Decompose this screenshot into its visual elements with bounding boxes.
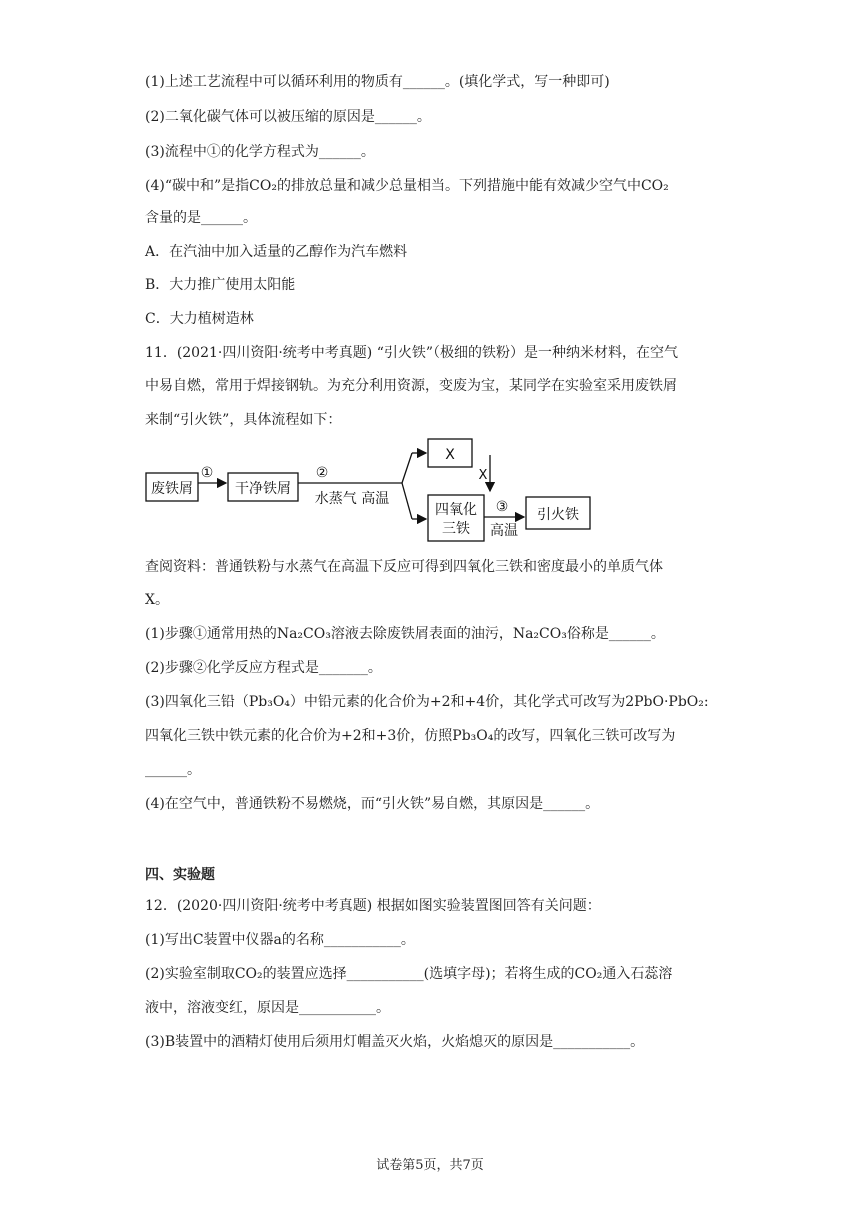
box-fe3o4-line2: 三铁 [442, 521, 470, 537]
box-x-label: X [445, 447, 455, 463]
box-product-label: 引火铁 [537, 507, 579, 523]
section-heading-experiment: 四、实验题 [145, 867, 215, 883]
branch-down-line [402, 483, 412, 519]
box-fe3o4-line1: 四氧化 [435, 502, 477, 518]
branch-up-line [402, 453, 412, 483]
q11-info-line1: 查阅资料：普通铁粉与水蒸气在高温下反应可得到四氧化三铁和密度最小的单质气体 [145, 559, 663, 575]
box-clean-iron-label: 干净铁屑 [235, 481, 291, 497]
step2-condition: 水蒸气 高温 [314, 491, 390, 507]
box-waste-iron-label: 废铁屑 [151, 481, 193, 497]
q11-info-line2: X。 [145, 592, 169, 608]
arrow-x-label: X [478, 468, 488, 483]
q11-part2: (2)步骤②化学反应方程式是_______。 [145, 660, 382, 676]
step3-condition: 高温 [490, 523, 518, 539]
q11-part3-line1: (3)四氧化三铅（Pb₃O₄）中铅元素的化合价为+2和+4价，其化学式可改写为2PbO·PbO₂: [145, 694, 709, 710]
q11-part1: (1)步骤①通常用热的Na₂CO₃溶液去除废铁屑表面的油污，Na₂CO₃俗称是______。 [145, 626, 665, 642]
q10-part2: (2)二氧化碳气体可以被压缩的原因是______。 [145, 109, 431, 125]
q11-heading-line2: 中易自燃，常用于焊接钢轨。为充分利用资源，变废为宝，某同学在实验室采用废铁屑 [145, 378, 677, 394]
q10-part4-line1: (4)“碳中和”是指CO₂的排放总量和减少总量相当。下列措施中能有效减少空气中CO₂ [145, 178, 669, 194]
q12-part3: (3)B装置中的酒精灯使用后须用灯帽盖灭火焰，火焰熄灭的原因是___________。 [145, 1034, 645, 1050]
q12-part2-line1: (2)实验室制取CO₂的装置应选择___________(选填字母)；若将生成的CO₂通入石蕊溶 [145, 966, 673, 982]
q10-part4-line2: 含量的是______。 [145, 210, 257, 226]
q10-part1: (1)上述工艺流程中可以循环利用的物质有______。(填化学式，写一种即可) [145, 74, 610, 90]
q11-heading-line1: 11．(2021·四川资阳·统考中考真题) “引火铁”（极细的铁粉）是一种纳米材料，在空气 [145, 345, 679, 361]
q10-part3: (3)流程中①的化学方程式为______。 [145, 144, 375, 160]
step2-label: ② [315, 465, 329, 481]
q11-heading-line3: 来制“引火铁”，具体流程如下： [145, 412, 342, 428]
option-a: A．在汽油中加入适量的乙醇作为汽车燃料 [145, 244, 408, 260]
q12-heading: 12．(2020·四川资阳·统考中考真题) 根据如图实验装置图回答有关问题： [145, 898, 601, 914]
page-footer: 试卷第5页，共7页 [376, 1158, 484, 1173]
q11-part4: (4)在空气中，普通铁粉不易燃烧，而“引火铁”易自燃，其原因是______。 [145, 796, 600, 812]
q12-part2-line2: 液中，溶液变红，原因是___________。 [145, 1000, 390, 1016]
q12-part1: (1)写出C装置中仪器a的名称___________。 [145, 932, 415, 948]
option-c: C．大力植树造林 [145, 311, 254, 327]
q11-part3-line2: 四氧化三铁中铁元素的化合价为+2和+3价，仿照Pb₃O₄的改写，四氧化三铁可改写为 [145, 728, 676, 744]
q11-part3-line3: ______。 [145, 762, 201, 778]
step3-label: ③ [495, 499, 509, 515]
step1-label: ① [200, 465, 214, 481]
option-b: B．大力推广使用太阳能 [145, 277, 296, 293]
process-flowchart [140, 433, 600, 553]
